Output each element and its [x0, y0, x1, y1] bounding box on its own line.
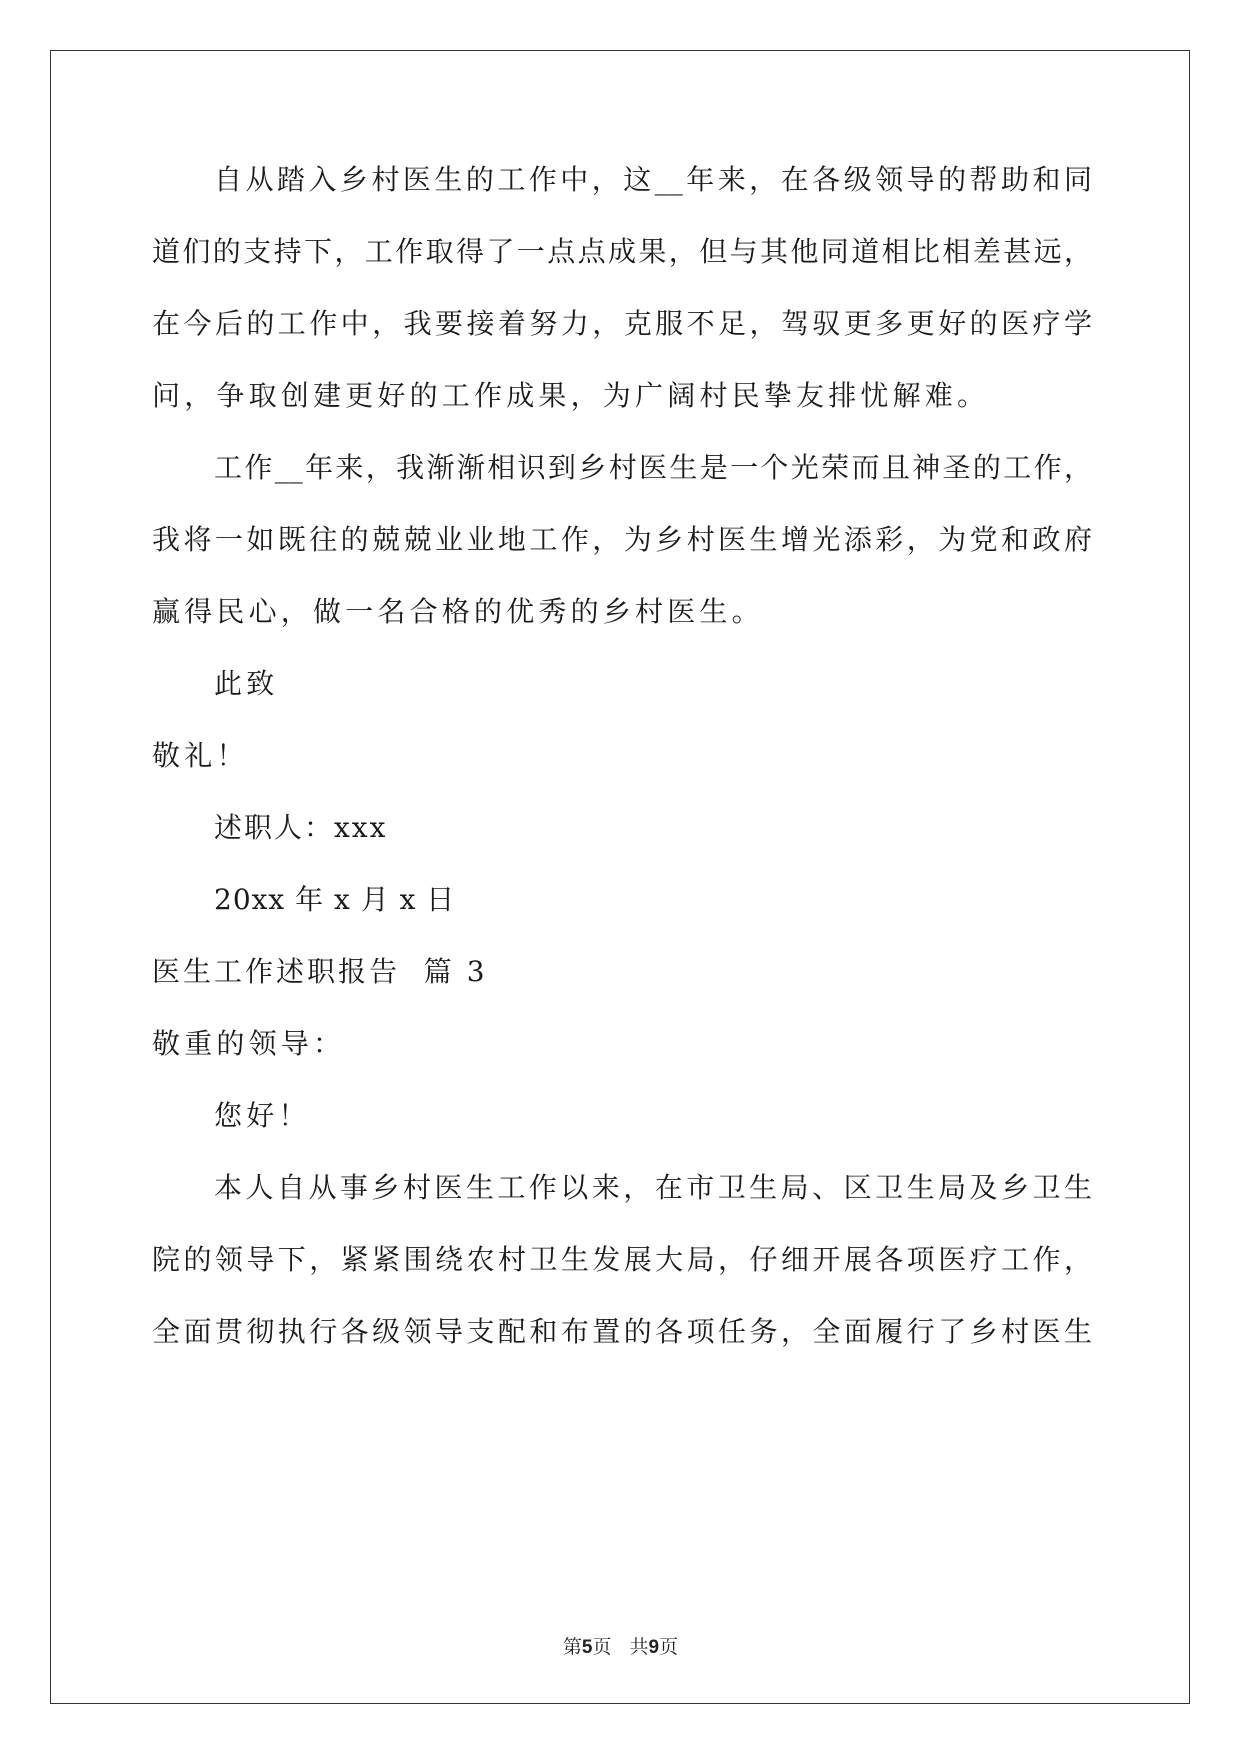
paragraph-3-line-1: 本人自从事乡村医生工作以来，在市卫生局、区卫生局及乡卫生 [214, 1171, 1092, 1204]
paragraph-2-line-1: 工作__年来，我渐渐相识到乡村医生是一个光荣而且神圣的工作， [214, 451, 1092, 484]
closing-line-1: 此致 [214, 667, 279, 700]
total-label-prefix: 共 [629, 1637, 649, 1658]
date-line: 20xx 年 x 月 x 日 [214, 883, 456, 916]
closing-line-2: 敬礼！ [152, 739, 249, 772]
paragraph-1-line-3: 在今后的工作中，我要接着努力，克服不足，驾驭更多更好的医疗学 [152, 307, 1092, 340]
page-label-prefix: 第 [562, 1637, 582, 1658]
paragraph-2-line-2: 我将一如既往的兢兢业业地工作，为乡村医生增光添彩，为党和政府 [152, 523, 1092, 556]
signature-line: 述职人：xxx [214, 811, 388, 844]
page-border [50, 50, 1190, 1704]
greeting: 您好！ [214, 1099, 311, 1132]
salutation: 敬重的领导： [152, 1027, 346, 1060]
paragraph-1-line-1: 自从踏入乡村医生的工作中，这__年来，在各级领导的帮助和同 [214, 163, 1092, 196]
page-footer [0, 1632, 1241, 1659]
total-pages-number: 9 [648, 1637, 660, 1658]
paragraph-3-line-3: 全面贯彻执行各级领导支配和布置的各项任务，全面履行了乡村医生 [152, 1315, 1092, 1348]
section-title: 医生工作述职报告 篇 3 [152, 955, 488, 988]
page-label-suffix: 页 [592, 1637, 612, 1658]
paragraph-3-line-2: 院的领导下，紧紧围绕农村卫生发展大局，仔细开展各项医疗工作， [152, 1243, 1092, 1276]
current-page-number: 5 [581, 1637, 593, 1658]
paragraph-2-line-3: 赢得民心，做一名合格的优秀的乡村医生。 [152, 595, 764, 628]
paragraph-1-line-2: 道们的支持下，工作取得了一点点成果，但与其他同道相比相差甚远， [152, 235, 1092, 268]
total-label-suffix: 页 [659, 1637, 679, 1658]
paragraph-1-line-4: 问，争取创建更好的工作成果，为广阔村民挚友排忧解难。 [152, 379, 990, 412]
